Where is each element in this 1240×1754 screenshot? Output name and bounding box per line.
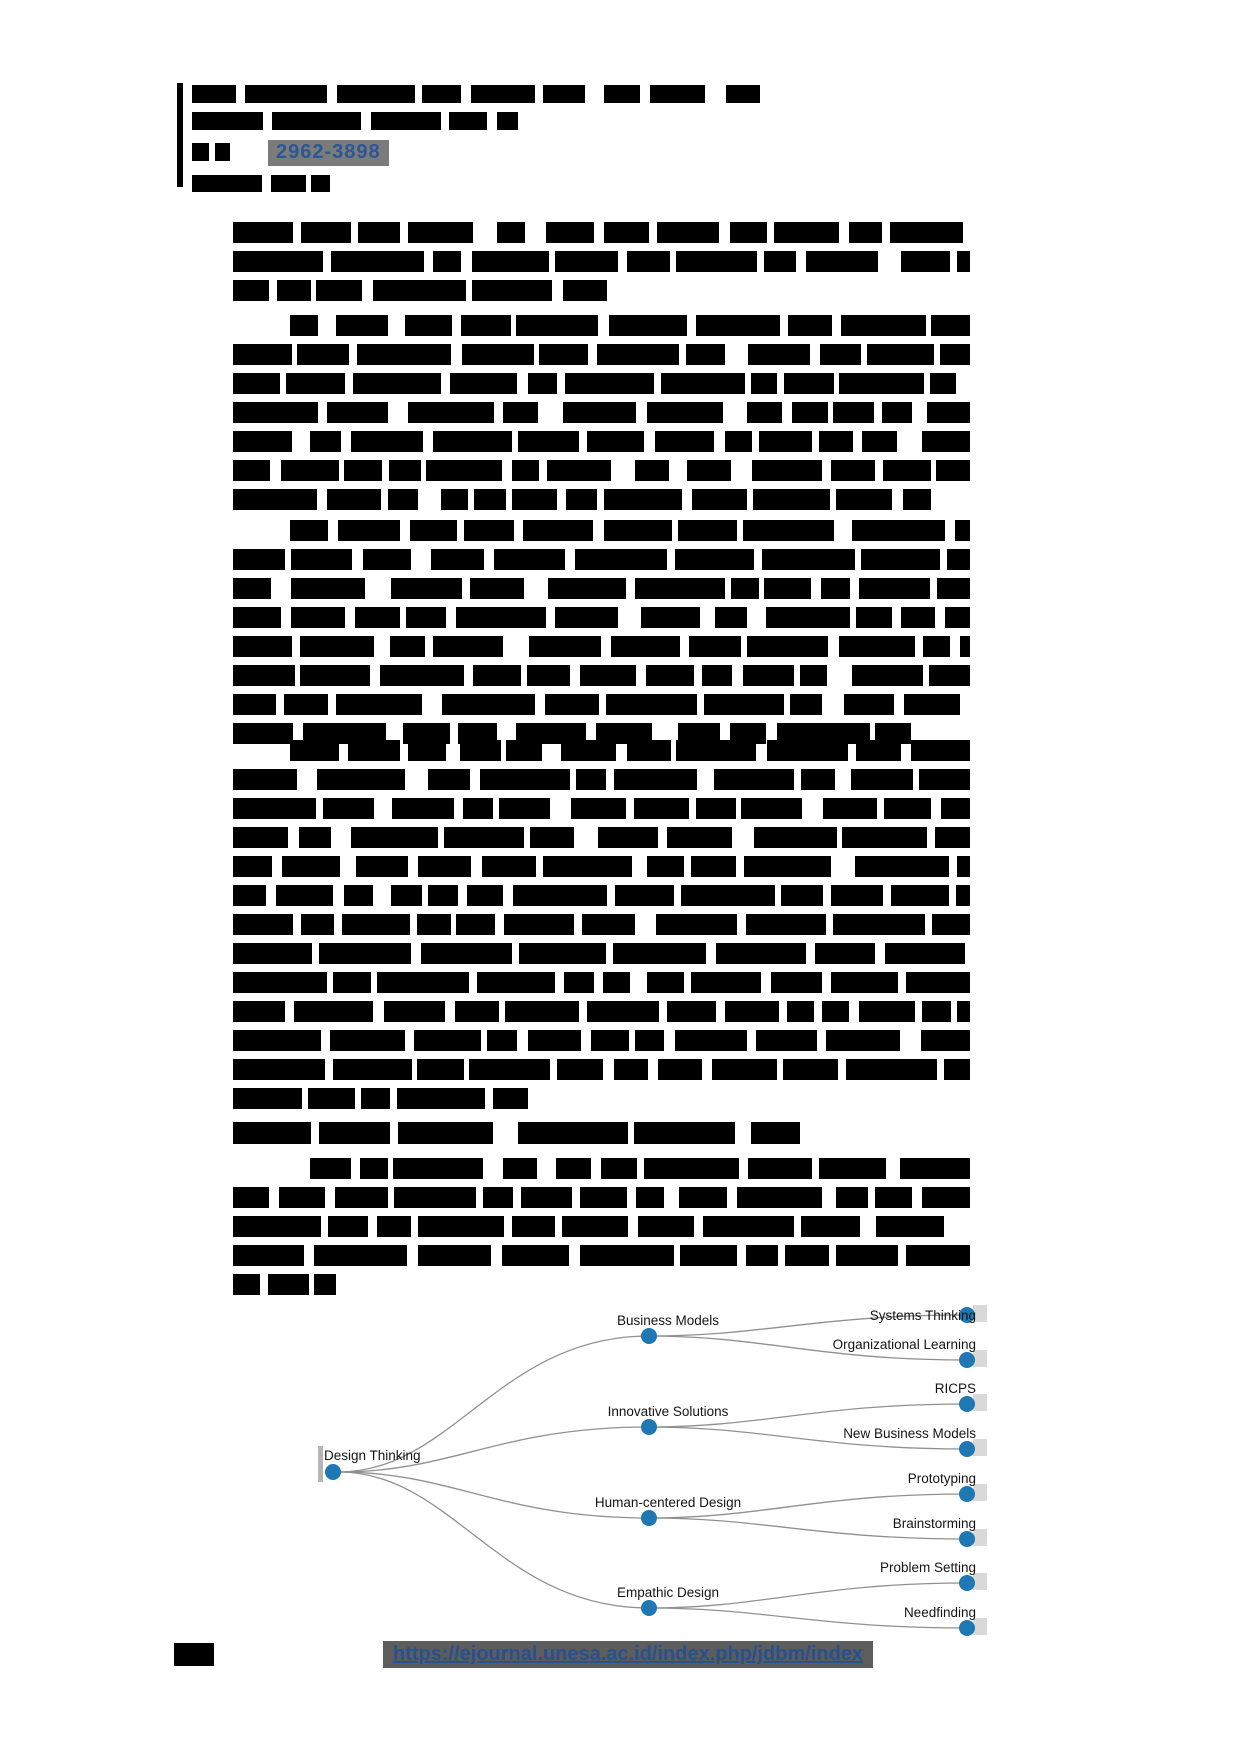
leaf-marker (973, 1529, 987, 1546)
redacted-text-line (233, 344, 970, 365)
leaf-marker (973, 1394, 987, 1411)
redacted-text-line (233, 1122, 800, 1144)
redacted-text-line (233, 856, 970, 877)
mindmap-node-branch (641, 1510, 657, 1526)
redacted-text-line (233, 972, 970, 993)
redacted-text-line (192, 143, 230, 161)
issn-number: 2962-3898 (268, 140, 389, 166)
mindmap-leaf-label: Needfinding (903, 1605, 976, 1620)
mindmap-root-label: Design Thinking (324, 1448, 421, 1463)
mindmap-branch-label: Empathic Design (616, 1585, 720, 1600)
redacted-text-line (233, 251, 970, 272)
redacted-text-line (233, 827, 970, 848)
mindmap-leaf-label: Prototyping (907, 1471, 976, 1486)
redacted-text-line (290, 740, 970, 761)
redacted-text-line (233, 1088, 528, 1109)
redacted-text-line (233, 1059, 970, 1080)
mindmap-branch-label: Human-centered Design (594, 1495, 742, 1510)
mindmap-node-leaf (959, 1486, 975, 1502)
redacted-text-line (233, 280, 616, 301)
mindmap-node-branch (641, 1419, 657, 1435)
journal-url-link[interactable]: https://ejournal.unesa.ac.id/index.php/jdbm/index (383, 1641, 873, 1668)
mindmap-leaf-label: Brainstorming (892, 1516, 976, 1531)
mindmap-node-branch (641, 1600, 657, 1616)
mindmap-node-leaf (959, 1352, 975, 1368)
mindmap-node-leaf (959, 1575, 975, 1591)
redacted-text-line (233, 1001, 970, 1022)
header-margin-bar (177, 83, 183, 187)
redacted-text-line (290, 520, 970, 541)
redacted-text-line (233, 402, 970, 423)
mindmap-node-leaf (959, 1396, 975, 1412)
redacted-text-line (192, 112, 518, 130)
leaf-marker (973, 1618, 987, 1635)
mindmap-node-leaf (959, 1441, 975, 1457)
mindmap-leaf-label: Problem Setting (879, 1560, 976, 1575)
mindmap-node-root (325, 1464, 341, 1480)
mindmap-leaf-label: Systems Thinking (869, 1308, 976, 1323)
root-cursor-bar (318, 1446, 323, 1482)
redacted-text-line (233, 636, 970, 657)
redacted-text-line (233, 798, 970, 819)
mindmap-node-branch (641, 1328, 657, 1344)
mindmap-leaf-label: RICPS (934, 1381, 976, 1396)
redacted-text-line (233, 1030, 970, 1051)
page-number-redacted (174, 1643, 214, 1666)
leaf-marker (973, 1484, 987, 1501)
redacted-text-line (233, 460, 970, 481)
redacted-text-line (310, 1158, 970, 1179)
redacted-text-line (233, 885, 970, 906)
redacted-text-line (192, 175, 330, 192)
redacted-text-line (233, 1187, 970, 1208)
mindmap-branch-label: Innovative Solutions (607, 1404, 729, 1419)
redacted-text-line (233, 694, 970, 715)
leaf-marker (973, 1350, 987, 1367)
redacted-text-line (233, 549, 970, 570)
redacted-text-line (233, 578, 970, 599)
redacted-text-line (233, 489, 948, 510)
redacted-text-line (192, 85, 760, 103)
mindmap-node-leaf (959, 1531, 975, 1547)
redacted-text-line (233, 222, 970, 243)
redacted-text-line (290, 315, 970, 336)
redacted-text-line (233, 914, 970, 935)
leaf-marker (973, 1573, 987, 1590)
mindmap-edge (339, 1472, 649, 1608)
mindmap-branch-label: Business Models (616, 1313, 720, 1328)
design-thinking-mindmap-figure (300, 1290, 1010, 1660)
mindmap-leaf-label: New Business Models (843, 1426, 976, 1441)
redacted-text-line (233, 1216, 970, 1237)
redacted-text-line (233, 607, 970, 628)
mindmap-node-leaf (959, 1620, 975, 1636)
redacted-text-line (233, 769, 970, 790)
redacted-text-line (233, 431, 970, 452)
mindmap-leaf-label: Organizational Learning (832, 1337, 976, 1352)
redacted-text-line (233, 373, 970, 394)
redacted-text-line (233, 1245, 970, 1266)
redacted-text-line (233, 943, 970, 964)
leaf-marker (973, 1439, 987, 1456)
redacted-text-line (233, 665, 970, 686)
